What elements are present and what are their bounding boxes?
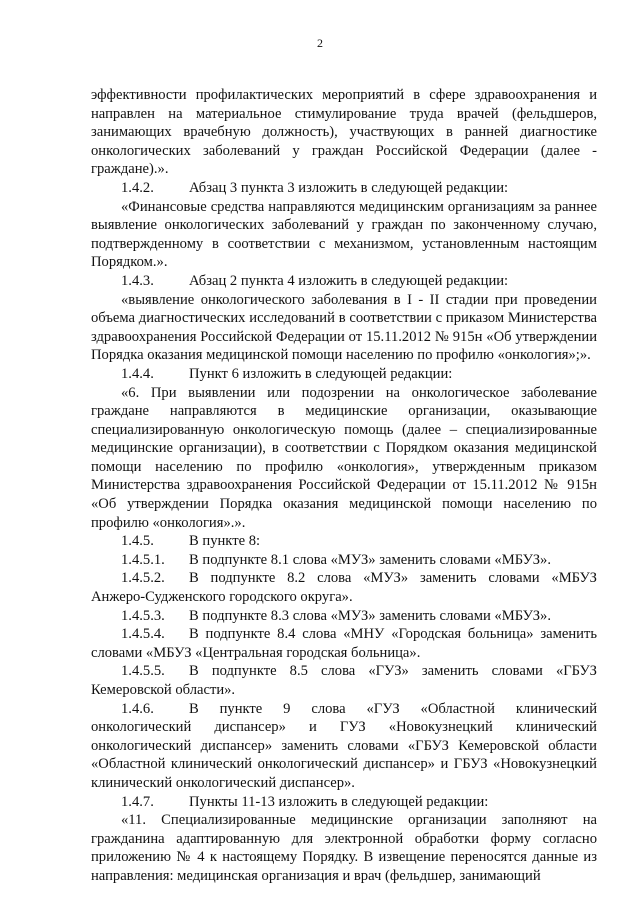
- clause-number: 1.4.2.: [121, 179, 154, 196]
- clause-text: Пункты 11-13 изложить в следующей редакции:: [189, 793, 489, 810]
- paragraph: эффективности профилактических мероприятий в сфере здравоохранения и направлен на материальное стимулирование труда врачей (фельдшеров, занимающих врачебную должность), участвующих в ранней диагностике онкологических заболеваний у граждан Российской Федерации (далее - граждане).».: [91, 87, 597, 178]
- paragraph: «11. Специализированные медицинские организации заполняют на гражданина адаптированную для электронной обработки форму согласно приложению № 4 к настоящему Порядку. В извещение переносятся данные из направления: медицинская организация и врач (фельдшер, занимающий: [91, 812, 597, 884]
- clause-1-4-5-5: [91, 662, 597, 699]
- clause-number: 1.4.4.: [121, 365, 154, 382]
- clause-1-4-2: [91, 179, 597, 198]
- clause-1-4-5-1: [91, 551, 597, 570]
- page-number: 2: [317, 36, 323, 50]
- clause-text: В подпункте 8.1 слова «МУЗ» заменить словами «МБУЗ».: [189, 551, 551, 568]
- clause-1-4-5-2: [91, 569, 597, 606]
- clause-number: 1.4.7.: [121, 793, 154, 810]
- clause-1-4-5: [91, 532, 597, 551]
- paragraph: «6. При выявлении или подозрении на онкологическое заболевание граждане направляются в медицинские организации, оказывающие специализированную онкологическую помощь (далее – специализированные медицинские организации), в соответствии с Порядком оказания медицинской помощи населению по профилю «онкология», утвержденным приказом Министерства здравоохранения Российской Федерации от 15.11.2012 № 915н «Об утверждении Порядка оказания медицинской помощи населению по профилю «онкология».».: [91, 384, 597, 531]
- clause-text: Абзац 2 пункта 4 изложить в следующей редакции:: [189, 272, 509, 289]
- paragraph: «Финансовые средства направляются медицинским организациям за раннее выявление онкологических заболеваний у граждан по законченному случаю, подтвержденному в соответствии с механизмом, установленным настоящим Порядком.».: [91, 198, 597, 271]
- clause-1-4-7: [91, 793, 597, 812]
- clause-text: Абзац 3 пункта 3 изложить в следующей редакции:: [189, 179, 509, 196]
- clause-1-4-3: [91, 272, 597, 291]
- clause-text: В пункте 8:: [189, 533, 261, 550]
- clause-text: В подпункте 8.3 слова «МУЗ» заменить словами «МБУЗ».: [189, 607, 551, 624]
- clause-number: 1.4.5.3.: [121, 607, 165, 624]
- clause-1-4-5-4: [91, 625, 597, 662]
- clause-text: В подпункте 8.2 слова «МУЗ» заменить словами «МБУЗ Анжеро-Судженского городского округа».: [91, 570, 597, 606]
- clause-number: 1.4.3.: [121, 272, 154, 289]
- clause-text: Пункт 6 изложить в следующей редакции:: [189, 365, 453, 382]
- clause-number: 1.4.6.: [121, 700, 154, 717]
- clause-number: 1.4.5.: [121, 533, 154, 550]
- clause-text: В пункте 9 слова «ГУЗ «Областной клинический онкологический диспансер» и ГУЗ «Новокузнецкий клинический онкологический диспансер» заменить словами «ГБУЗ Кемеровской области «Областной клинический онкологический диспансер» и ГБУЗ «Новокузнецкий клинический онкологический диспансер».: [91, 700, 597, 791]
- clause-1-4-5-3: [91, 607, 597, 626]
- clause-number: 1.4.5.4.: [121, 626, 165, 643]
- clause-text: В подпункте 8.5 слова «ГУЗ» заменить словами «ГБУЗ Кемеровской области».: [91, 663, 597, 698]
- clause-1-4-4: [91, 365, 597, 384]
- document-body: [91, 86, 597, 886]
- clause-number: 1.4.5.5.: [121, 663, 165, 680]
- clause-1-4-6: [91, 700, 597, 793]
- clause-text: В подпункте 8.4 слова «МНУ «Городская больница» заменить словами «МБУЗ «Центральная городская больница».: [91, 626, 597, 661]
- paragraph: «выявление онкологического заболевания в I - II стадии при проведении объема диагностических исследований в соответствии с приказом Министерства здравоохранения Российской Федерации от 15.11.2012 № 915н «Об утверждении Порядка оказания медицинской помощи населению по профилю «онкология»;».: [91, 291, 597, 364]
- clause-number: 1.4.5.2.: [121, 570, 165, 587]
- clause-number: 1.4.5.1.: [121, 551, 165, 568]
